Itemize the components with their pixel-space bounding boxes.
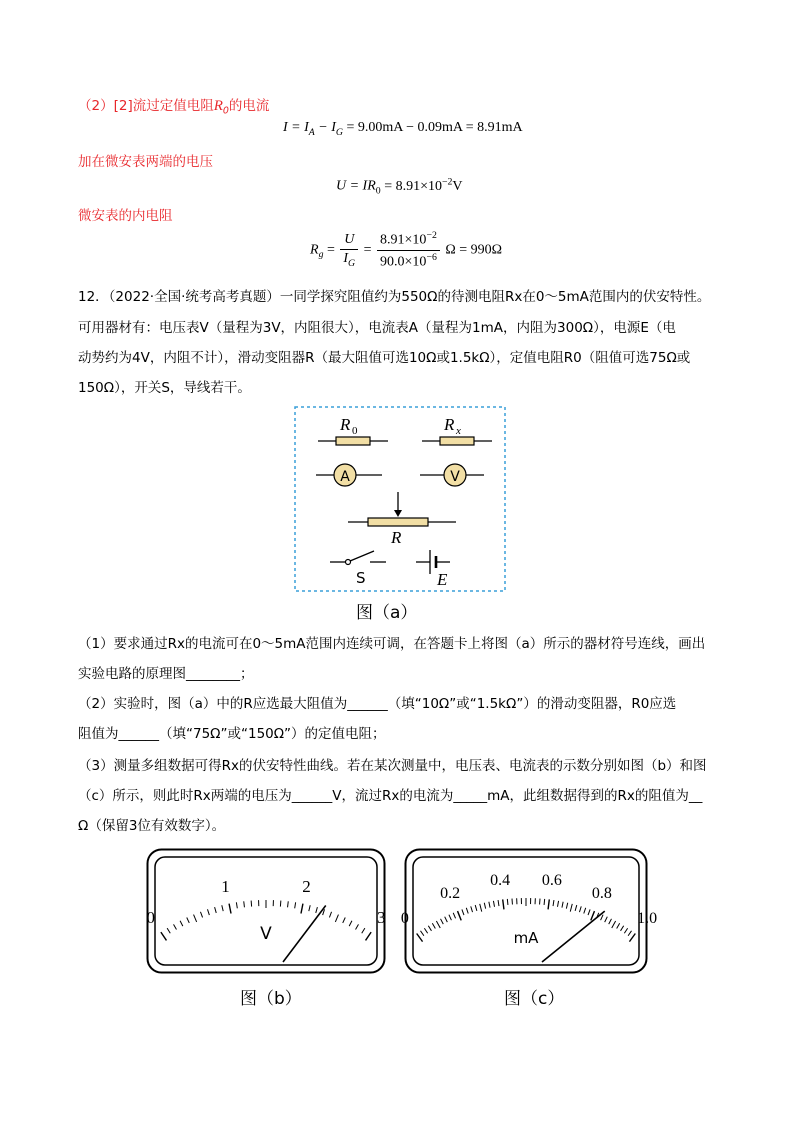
meter-b-tick-label: 2: [302, 876, 311, 896]
resistor-rx-symbol: [422, 437, 492, 445]
meter-c-tick-label: 1.0: [637, 909, 658, 927]
step-1-sub: 0: [222, 105, 229, 117]
rx-label-sub: x: [456, 425, 461, 437]
figure-a-caption: 图（a）: [356, 603, 418, 623]
rx-label: R: [444, 415, 455, 434]
q12-part-3-line-1: （3）测量多组数据可得Rx的伏安特性曲线。若在某次测量中，电压表、电流表的示数分别如图（b）和图: [78, 758, 707, 774]
meter-b-tick-label: 3: [376, 908, 386, 928]
meter-c-tick-label: 0.2: [440, 885, 461, 903]
meter-c-tick-label: 0.4: [490, 872, 511, 890]
solution-step-2: 加在微安表两端的电压: [78, 154, 213, 170]
equation-2: $U = IR_0 = 8.91\times 10^{-2}V$: [336, 176, 463, 197]
figure-a-components: [294, 406, 506, 592]
meter-b-inner-frame: [155, 857, 377, 965]
rheostat-label: R: [391, 528, 402, 547]
r0-label-sub: 0: [352, 425, 358, 437]
resistor-r0-symbol: [318, 437, 388, 445]
meter-b-unit: V: [260, 924, 272, 944]
meter-b-tick: [244, 901, 245, 907]
q12-line-1: 12．（2022·全国·统考高考真题）一同学探究阻值约为550Ω的待测电阻Rx在0～5mA范围内的伏安特性。: [78, 289, 711, 305]
meter-b-tick-label: 0: [146, 908, 156, 928]
step-1-label: （2）[2]流过定值电阻: [78, 98, 214, 114]
equation-1: $I = I_A - I_G = 9.00mA - 0.09mA = 8.91mA$: [283, 120, 523, 138]
ammeter-label: A: [340, 469, 350, 485]
meter-b-tick-label: 1: [221, 876, 230, 896]
meter-b: [146, 848, 386, 974]
meter-c-tick: [544, 899, 545, 905]
meter-c-tick-label: 0.8: [591, 885, 612, 903]
step-1-tail: 的电流: [228, 98, 270, 114]
voltmeter-label: V: [450, 469, 460, 485]
rheostat-symbol: [348, 492, 456, 526]
q12-part-2-line-2: 阻值为______（填“75Ω”或“150Ω”）的定值电阻；: [78, 726, 386, 742]
meter-c: [400, 848, 658, 974]
q12-part-3-line-2: （c）所示，则此时Rx两端的电压为______V，流过Rx的电流为_____mA，此组数据得到的Rx的阻值为__: [78, 788, 703, 804]
battery-label: E: [437, 570, 448, 589]
q12-line-4: 150Ω），开关S，导线若干。: [78, 380, 251, 396]
q12-part-2-line-1: （2）实验时，图（a）中的R应选最大阻值为______（填“10Ω”或“1.5kΩ”）的滑动变阻器，R0应选: [78, 696, 677, 712]
figure-c-caption: 图（c）: [504, 989, 565, 1009]
meter-c-tick: [507, 899, 508, 905]
r0-label: R: [340, 415, 351, 434]
q12-part-1-line-2: 实验电路的原理图________；: [78, 666, 254, 682]
meter-c-unit: mA: [513, 929, 539, 947]
q12-part-3-line-3: Ω（保留3位有效数字）。: [78, 818, 226, 834]
meter-b-tick: [288, 901, 289, 907]
meter-c-inner-frame: [413, 857, 639, 965]
switch-symbol: [330, 551, 386, 565]
figure-b-caption: 图（b）: [240, 989, 302, 1009]
step-1-var: R: [213, 98, 223, 114]
q12-line-3: 动势约为4V，内阻不计），滑动变阻器R（最大阻值可选10Ω或1.5kΩ），定值电阻R0（阻值可选75Ω或: [78, 350, 691, 366]
switch-label: S: [356, 569, 366, 587]
meter-c-tick-label: 0.6: [541, 872, 562, 890]
q12-line-2: 可用器材有：电压表V（量程为3V，内阻很大），电流表A（量程为1mA，内阻为300Ω），电源E（电: [78, 320, 676, 336]
figure-a-border: [295, 407, 505, 591]
solution-step-1: [78, 94, 269, 117]
solution-step-3: 微安表的内电阻: [78, 208, 173, 224]
q12-part-1-line-1: （1）要求通过Rx的电流可在0～5mA范围内连续可调，在答题卡上将图（a）所示的器材符号连线，画出: [78, 636, 706, 652]
meter-c-tick-label: 0: [400, 909, 409, 927]
equation-3: $R_g$ = $\frac{U}{I_G}$ = $\frac{8.91\times 10^{-2}}{90.0\times 10^{-6}}$ Ω = 990Ω: [310, 230, 503, 270]
